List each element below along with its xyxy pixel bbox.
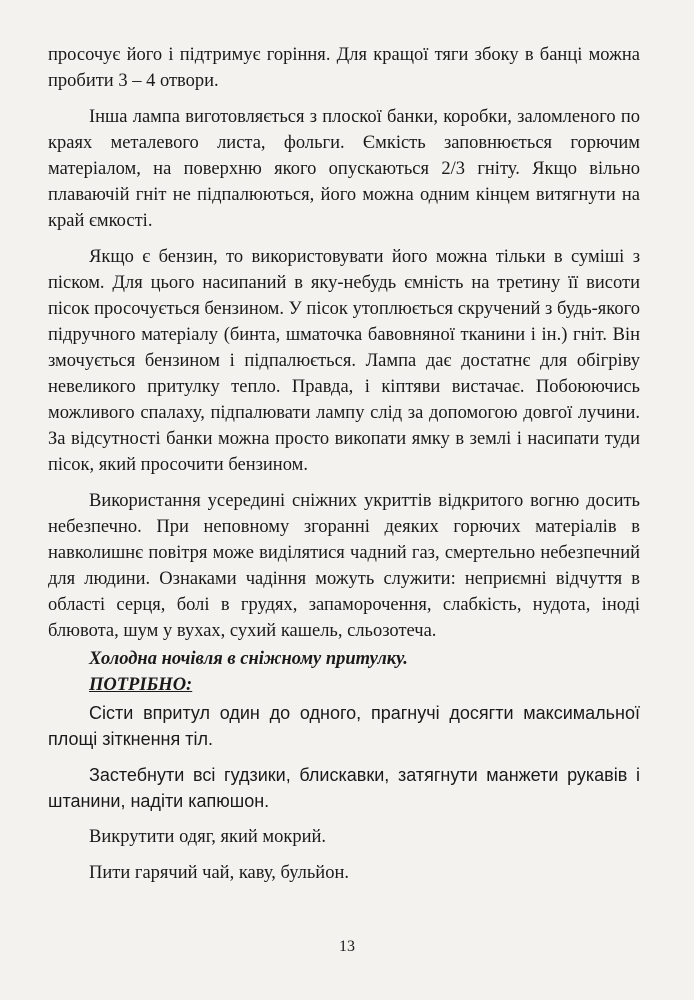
page-text — [48, 42, 640, 896]
page-number: 13 — [339, 938, 355, 955]
paragraph-continuation: просочує його і підтримує горіння. Для кращої тяги збоку в банці можна пробити 3 – 4 отвори. — [48, 45, 640, 91]
paragraph-danger: Використання усередині сніжних укриттів відкритого вогню досить небезпечно. При неповному згоранні деяких горючих матеріалів в навколишнє повітря може виділятися чадний газ, смертельно небезпечний для людини. Ознаками чадіння можуть служити: неприємні відчуття в області серця, болі в грудях, запаморочення, слабкість, нудота, іноді блювота, шум у вухах, сухий кашель, сльозотеча. — [48, 491, 640, 641]
list-item: Пити гарячий чай, каву, бульйон. — [89, 863, 349, 883]
paragraph-gasoline: Якщо є бензин, то використовувати його можна тільки в суміші з піском. Для цього насипаний в яку-небудь ємність на третину її висоти пісок просочується бензином. У пісок утоплюється скручений з будь-якого підручного матеріалу (бинта, шматочка бавовняної тканини і ін.) гніт. Він змочується бензином і підпалюється. Лампа дає достатнє для обігріву невеликого притулку тепло. Правда, і кіптяви вистачає. Побоюючись можливого спалаху, підпалювати лампу слід за допомогою довгої лучини. За відсутності банки можна просто викопати ямку в землі і насипати туди пісок, який просочити бензином. — [48, 247, 640, 475]
section-title: Холодна ночівля в сніжному притулку. — [89, 649, 408, 669]
list-item: Сісти впритул один до одного, прагнучі досягти максимальної площі зіткнення тіл. — [48, 703, 640, 749]
list-item: Застебнути всі гудзики, блискавки, затягнути манжети рукавів і штанини, надіти капюшон. — [48, 765, 640, 811]
paragraph-lamp: Інша лампа виготовляється з плоскої банки, коробки, заломленого по краях металевого листа, фольги. Ємкість заповнюється горючим матеріалом, на поверхню якого опускаються 2/3 гніту. Якщо вільно плаваючій гніт не підпалюються, його можна одним кінцем витягнути на край ємкості. — [48, 107, 640, 231]
section-subtitle: ПОТРІБНО: — [89, 675, 193, 695]
list-item: Викрутити одяг, який мокрий. — [89, 827, 327, 847]
